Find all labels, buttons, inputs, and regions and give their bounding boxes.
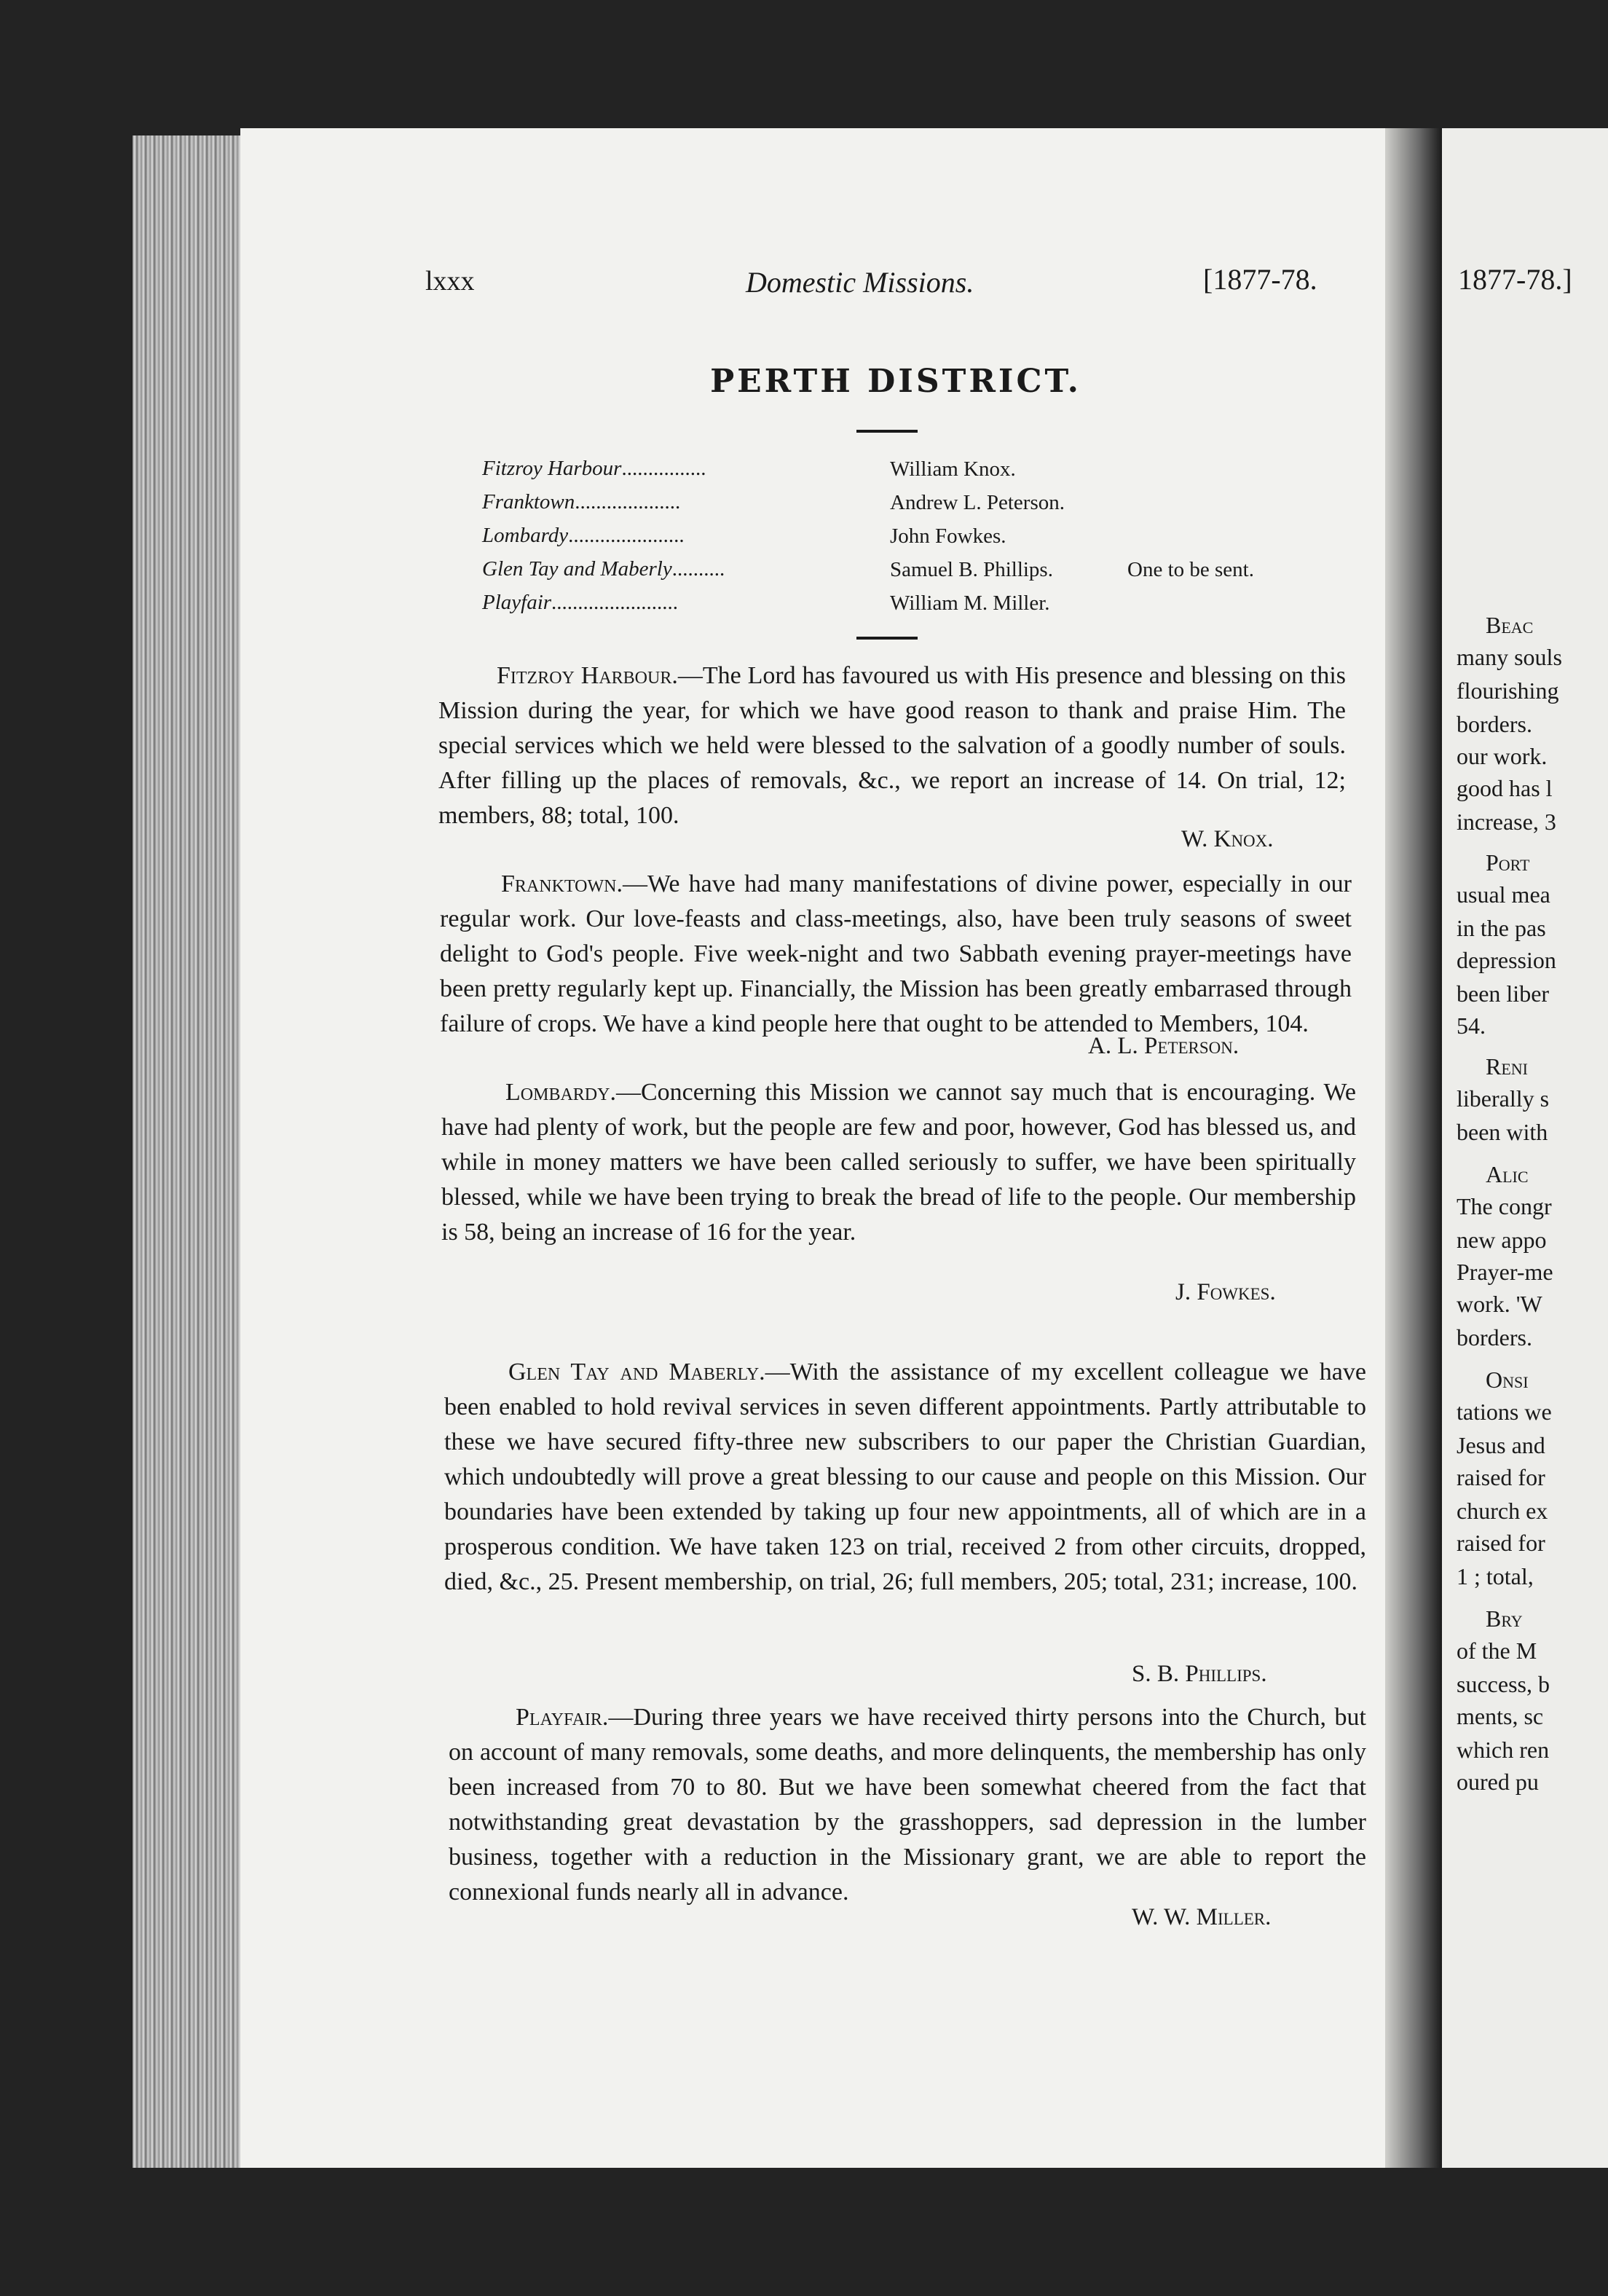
right-page-line-text: our work. bbox=[1457, 743, 1548, 769]
appointment-minister: Andrew L. Peterson. bbox=[890, 491, 1065, 514]
right-page-line-text: success, b bbox=[1457, 1671, 1550, 1697]
right-page-line bbox=[1457, 711, 1532, 738]
page-number: lxxx bbox=[425, 266, 475, 296]
district-title: PERTH DISTRICT. bbox=[710, 363, 1081, 400]
right-page-line-text: Jesus and bbox=[1457, 1432, 1545, 1458]
report-heading: Lombardy. bbox=[505, 1079, 616, 1106]
appointment-row bbox=[482, 452, 706, 485]
right-page-line bbox=[1457, 1737, 1549, 1764]
right-page-line-text: 54. bbox=[1457, 1013, 1486, 1039]
right-page-line bbox=[1457, 809, 1556, 836]
leader-dots: .......... bbox=[671, 557, 725, 581]
right-page-line bbox=[1457, 947, 1556, 974]
right-page-year: 1877-78.] bbox=[1458, 263, 1572, 296]
right-page-line bbox=[1457, 1119, 1548, 1146]
right-page-line-text: flourishing bbox=[1457, 677, 1559, 704]
book-gutter bbox=[1385, 128, 1442, 2168]
report-body: —The Lord has favoured us with His presence and blessing on this Mission during the year, for which we have good reason to thank and praise Him. The special services which we held were blessed to the salvation of a goodly number of souls. After filling up the places of removals, &c., we report an increase of 14. On trial, 12; members, 88; total, 100. bbox=[438, 662, 1346, 829]
right-page-line-text: in the pas bbox=[1457, 915, 1546, 941]
right-page-line-text: new appo bbox=[1457, 1227, 1547, 1253]
right-page-line bbox=[1457, 644, 1562, 671]
report-body: —During three years we have received thirty persons into the Church, but on account of many removals, some deaths, and more delinquents, the membership has only been increased from 70 to 80. But we have been somewhat cheered from the fact that notwithstanding great devastation by the grasshoppers, sad depression in the lumber business, together with a reduction in the Missionary grant, we are able to report the connexional funds nearly all in advance. bbox=[449, 1704, 1366, 1906]
right-page-line bbox=[1457, 1013, 1486, 1039]
appointment-minister: John Fowkes. bbox=[890, 524, 1006, 548]
right-page-line-text: borders. bbox=[1457, 1324, 1532, 1351]
right-page-line bbox=[1486, 1053, 1528, 1080]
appointment-place: Playfair bbox=[482, 591, 552, 614]
appointment-place: Franktown bbox=[482, 490, 575, 514]
right-page-line-text: raised for bbox=[1457, 1464, 1545, 1490]
right-page-line bbox=[1486, 1367, 1529, 1393]
right-page-line bbox=[1457, 1464, 1545, 1491]
right-page-line-text: oured pu bbox=[1457, 1769, 1539, 1795]
right-page-line bbox=[1457, 1259, 1553, 1286]
right-page-line bbox=[1457, 775, 1553, 802]
right-page-line-text: raised for bbox=[1457, 1530, 1545, 1556]
report-signature: J. Fowkes. bbox=[1175, 1279, 1276, 1305]
right-page-line-text: increase, 3 bbox=[1457, 809, 1556, 835]
right-page-line bbox=[1457, 915, 1546, 942]
page-year: [1877-78. bbox=[1203, 263, 1317, 296]
right-page-line bbox=[1457, 1324, 1532, 1351]
right-page-line bbox=[1457, 1671, 1550, 1698]
right-page-report-heading: Port bbox=[1486, 849, 1530, 876]
right-page-line bbox=[1457, 1498, 1548, 1525]
appointment-row bbox=[482, 586, 678, 619]
right-page-line-text: 1 ; total, bbox=[1457, 1563, 1534, 1589]
appointment-minister: William Knox. bbox=[890, 457, 1016, 481]
leader-dots: ........................ bbox=[551, 591, 679, 614]
right-page-report-heading: Reni bbox=[1486, 1053, 1528, 1080]
report-lombardy bbox=[441, 1075, 1356, 1250]
right-page-line-text: depression bbox=[1457, 947, 1556, 973]
divider-rule bbox=[856, 430, 918, 433]
appointment-note: One to be sent. bbox=[1127, 558, 1254, 581]
report-heading: Glen Tay and Maberly. bbox=[508, 1359, 765, 1385]
appointment-place: Fitzroy Harbour bbox=[482, 457, 622, 480]
right-page-line-text: good has l bbox=[1457, 775, 1553, 801]
right-page-line bbox=[1457, 1638, 1537, 1664]
report-signature: W. Knox. bbox=[1181, 826, 1274, 852]
report-fitzroy-harbour bbox=[438, 658, 1346, 833]
right-page-line bbox=[1486, 1161, 1529, 1188]
report-body: —We have had many manifestations of divine power, especially in our regular work. Our love-feasts and class-meetings, also, have been truly seasons of sweet delight to God's people. Five week-night and two Sabbath evening prayer-meetings have been pretty regularly kept up. Financially, the Mission has been greatly embarrased through failure of crops. We have a kind people here that ought to be attended to Members, 104. bbox=[440, 870, 1352, 1037]
right-page-line-text: liberally s bbox=[1457, 1085, 1550, 1112]
report-glen-tay-and-maberly bbox=[444, 1355, 1366, 1600]
right-page-line bbox=[1457, 980, 1549, 1007]
report-franktown bbox=[440, 867, 1352, 1042]
report-heading: Playfair. bbox=[516, 1704, 609, 1731]
report-playfair bbox=[449, 1700, 1366, 1910]
right-page-line-text: which ren bbox=[1457, 1737, 1550, 1763]
appointment-row bbox=[482, 519, 685, 552]
appointment-place: Lombardy bbox=[482, 524, 569, 547]
right-page-line bbox=[1457, 677, 1558, 704]
appointment-row bbox=[482, 552, 725, 586]
right-page-line bbox=[1457, 1399, 1552, 1426]
right-page bbox=[1442, 128, 1608, 2168]
right-page-line bbox=[1457, 1085, 1549, 1112]
right-page-line bbox=[1457, 1769, 1539, 1796]
right-page-line bbox=[1457, 881, 1550, 908]
right-page-line-text: Prayer-me bbox=[1457, 1259, 1553, 1285]
right-page-line-text: many souls bbox=[1457, 644, 1562, 670]
appointment-minister: Samuel B. Phillips. bbox=[890, 558, 1053, 581]
right-page-line-text: work. 'W bbox=[1457, 1291, 1542, 1317]
right-page-line-text: been liber bbox=[1457, 980, 1550, 1007]
right-page-line-text: of the M bbox=[1457, 1638, 1537, 1664]
right-page-report-heading: Onsi bbox=[1486, 1367, 1529, 1393]
right-page-line-text: The congr bbox=[1457, 1193, 1552, 1219]
right-page-line bbox=[1486, 849, 1529, 876]
right-page-line bbox=[1457, 1432, 1545, 1459]
right-page-report-heading: Bry bbox=[1486, 1605, 1523, 1632]
divider-rule bbox=[856, 637, 918, 640]
appointment-place: Glen Tay and Maberly bbox=[482, 557, 672, 581]
right-page-line-text: usual mea bbox=[1457, 881, 1550, 908]
report-body: —With the assistance of my excellent colleague we have been enabled to hold revival services in seven different appointments. Partly attributable to these we have secured fifty-three new subscribers to our paper the Christian Guardian, which undoubtedly will prove a great blessing to our cause and people on this Mission. Our boundaries have been extended by taking up four new appointments, all of which are in a prosperous condition. We have taken 123 on trial, received 2 from other circuits, dropped, died, &c., 25. Present membership, on trial, 26; full members, 205; total, 231; increase, 100. bbox=[444, 1359, 1366, 1595]
book-page-edges bbox=[133, 135, 240, 2168]
right-page-report-heading: Beac bbox=[1486, 612, 1534, 638]
right-page-line bbox=[1486, 1605, 1523, 1632]
appointment-row bbox=[482, 485, 680, 519]
right-page-line-text: been with bbox=[1457, 1119, 1548, 1145]
right-page-line bbox=[1457, 1227, 1547, 1254]
report-body: —Concerning this Mission we cannot say much that is encouraging. We have had plenty of work, but the people are few and poor, however, God has blessed us, and while in money matters we have been called seriously to suffer, we have been spiritually blessed, while we have been trying to break the bread of life to the people. Our membership is 58, being an increase of 16 for the year. bbox=[441, 1079, 1356, 1246]
right-page-line-text: ments, sc bbox=[1457, 1703, 1544, 1729]
right-page-line bbox=[1457, 1193, 1552, 1220]
right-page-line bbox=[1457, 1291, 1542, 1318]
leader-dots: ...................... bbox=[568, 524, 685, 547]
report-signature: A. L. Peterson. bbox=[1088, 1033, 1240, 1059]
report-heading: Franktown. bbox=[501, 870, 623, 897]
right-page-line bbox=[1457, 1530, 1545, 1557]
report-heading: Fitzroy Harbour. bbox=[497, 662, 678, 689]
appointment-minister: William M. Miller. bbox=[890, 591, 1050, 615]
right-page-line bbox=[1486, 612, 1533, 639]
report-signature: W. W. Miller. bbox=[1132, 1904, 1272, 1930]
leader-dots: ................ bbox=[621, 457, 706, 480]
right-page-line bbox=[1457, 743, 1547, 770]
right-page-line bbox=[1457, 1703, 1543, 1730]
leader-dots: .................... bbox=[575, 490, 681, 514]
right-page-line-text: borders. bbox=[1457, 711, 1532, 737]
right-page-line bbox=[1457, 1563, 1534, 1590]
right-page-line-text: tations we bbox=[1457, 1399, 1552, 1425]
running-head: Domestic Missions. bbox=[746, 266, 974, 299]
right-page-line-text: church ex bbox=[1457, 1498, 1548, 1524]
report-signature: S. B. Phillips. bbox=[1132, 1661, 1267, 1687]
right-page-report-heading: Alic bbox=[1486, 1161, 1529, 1187]
